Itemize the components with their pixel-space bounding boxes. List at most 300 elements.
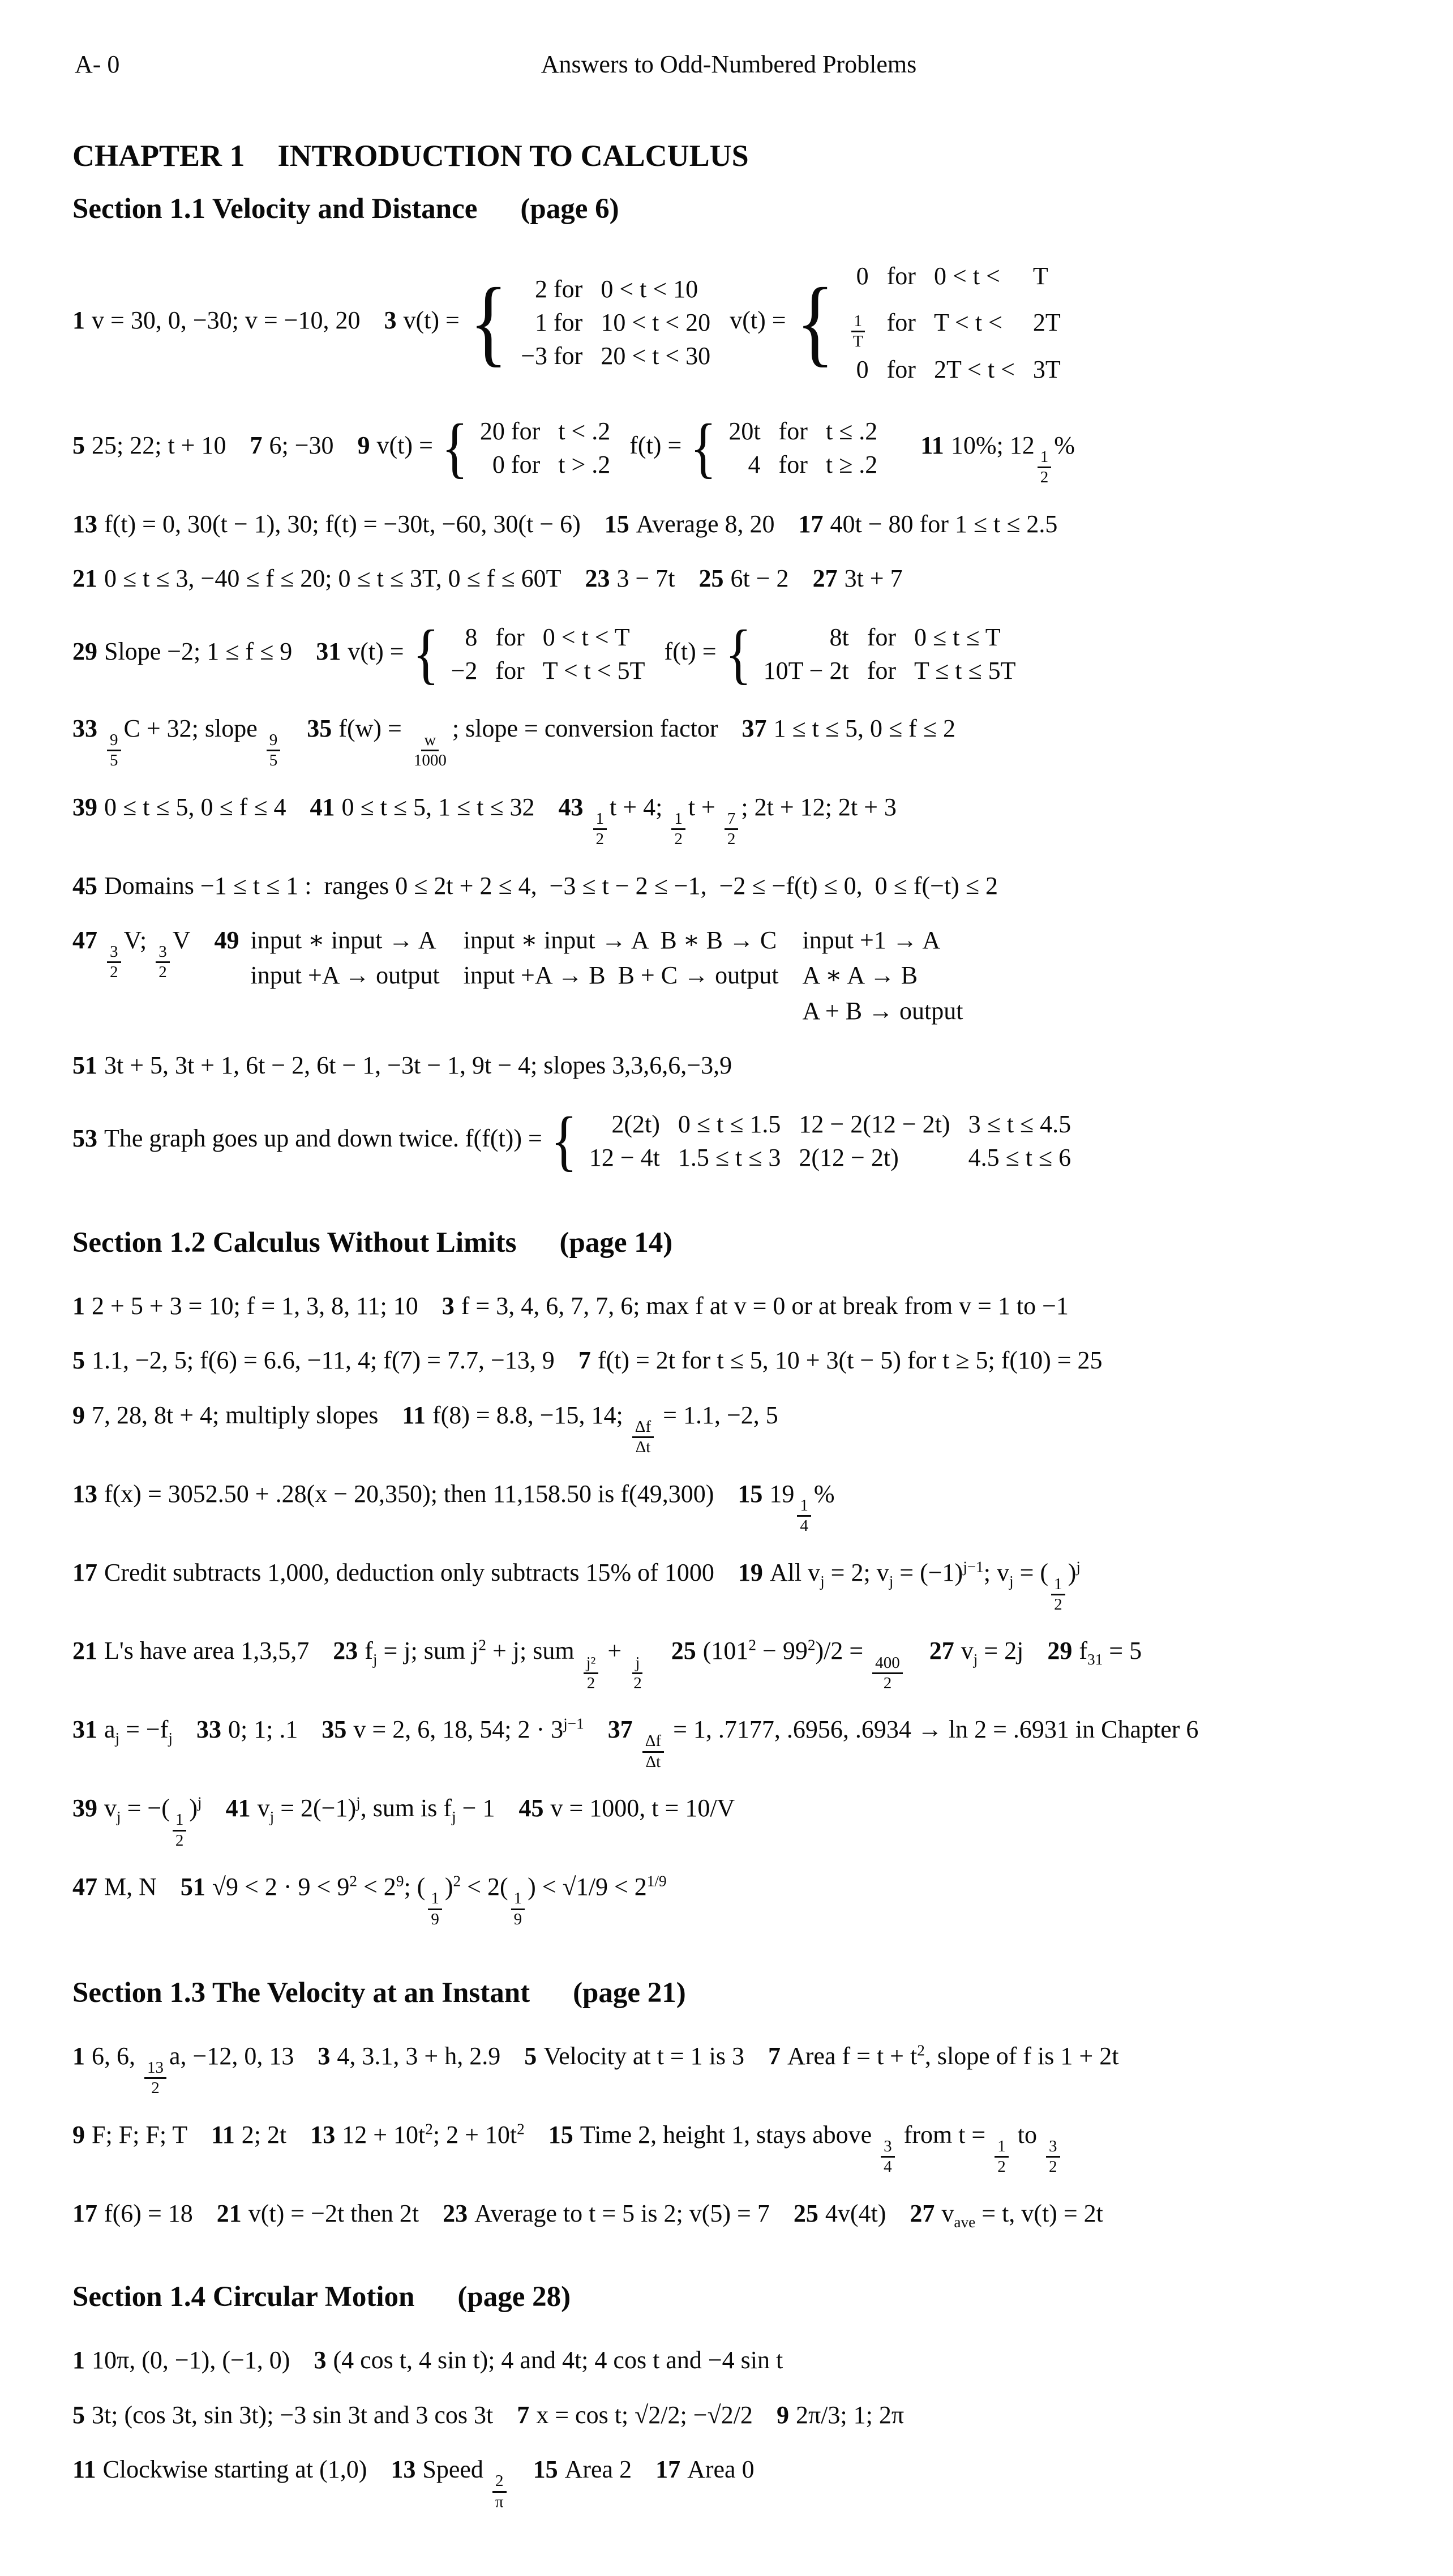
fraction-numerator: 3 xyxy=(156,943,170,963)
fraction xyxy=(156,943,170,982)
fraction-numerator: 1 xyxy=(995,2137,1009,2158)
piecewise-cell: 0 for xyxy=(492,450,541,478)
problem-number: 3 xyxy=(384,306,397,335)
problem-number: 35 xyxy=(307,714,332,742)
superscript: 2 xyxy=(453,1872,461,1890)
fraction-numerator: 3 xyxy=(881,2137,895,2158)
fraction-numerator: 400 xyxy=(872,1654,903,1674)
piecewise-cell: −2 xyxy=(451,656,478,684)
problem-number: 19 xyxy=(738,1558,763,1586)
fraction-numerator: 13 xyxy=(144,2059,166,2079)
piecewise-cell: 4 xyxy=(748,450,761,478)
answer-text: f(6) = 18 xyxy=(104,2199,193,2227)
fraction-denominator: 2 xyxy=(997,2158,1006,2176)
fraction-denominator: 2 xyxy=(883,1674,892,1692)
piecewise-cell: 3 ≤ t ≤ 4.5 xyxy=(968,1110,1071,1138)
brace-left: { xyxy=(725,616,752,691)
section-page-ref: (page 21) xyxy=(573,1976,686,2009)
piecewise-case-row xyxy=(719,448,886,481)
answer-line xyxy=(72,1048,1385,1083)
problem-number: 21 xyxy=(216,2199,242,2227)
problem-number: 25 xyxy=(793,2199,818,2227)
fraction-denominator: 9 xyxy=(513,1910,522,1928)
piecewise-cases xyxy=(580,1107,1080,1174)
piecewise-case-row xyxy=(471,414,619,448)
piecewise-case-row xyxy=(755,654,1025,687)
answer-text: f(t) = 0, 30(t − 1), 30; f(t) = −30t, −60, 30(t − 6) xyxy=(104,510,581,538)
problem-number: 39 xyxy=(72,1794,97,1822)
answer-text: 10π, (0, −1), (−1, 0) xyxy=(92,2346,290,2374)
problem-number: 33 xyxy=(196,1715,221,1744)
answer-text: Area 0 xyxy=(687,2455,755,2484)
piecewise-cell: T < t < xyxy=(933,309,1002,337)
problem-number: 13 xyxy=(72,1479,97,1508)
piecewise-cell: 2T < t < xyxy=(933,355,1015,383)
problem-number: 9 xyxy=(357,431,370,459)
fraction-numerator: Δf xyxy=(642,1732,664,1752)
answer-stack xyxy=(464,923,779,994)
answer-text: 3t + 5, 3t + 1, 6t − 2, 6t − 1, −3t − 1, 9t − 4; slopes 3,3,6,6,−3,9 xyxy=(104,1051,732,1080)
answer-text: Average to t = 5 is 2; v(5) = 7 xyxy=(474,2199,770,2227)
fraction-numerator: 2 xyxy=(492,2472,507,2492)
piecewise-case-row xyxy=(442,654,654,687)
fraction xyxy=(428,1889,442,1929)
problem-number: 15 xyxy=(533,2455,558,2484)
answer-text: Velocity at t = 1 is 3 xyxy=(543,2042,744,2070)
problem-number: 17 xyxy=(655,2455,681,2484)
problem-number: 49 xyxy=(214,926,239,954)
answer-text: 19 $\frac{1}{4}$ % xyxy=(769,1479,835,1535)
answer-text: $(101^2 - 99^2)/2$ = $\frac{400}{2}$ xyxy=(703,1637,906,1664)
section-title: Section 1.2 Calculus Without Limits xyxy=(72,1226,517,1259)
superscript: j xyxy=(356,1794,361,1811)
fraction xyxy=(1038,448,1052,487)
problem-number: 5 xyxy=(524,2042,537,2070)
fraction xyxy=(584,1654,599,1693)
fraction-numerator: 1 xyxy=(1051,1575,1065,1595)
piecewise-case-row xyxy=(580,1141,1080,1174)
problem-number: 11 xyxy=(402,1401,426,1429)
fraction xyxy=(632,1418,654,1457)
problem-number: 1 xyxy=(72,306,85,335)
subscript: j xyxy=(168,1730,173,1747)
answer-text: f(t) = xyxy=(629,431,682,459)
problem-number: 23 xyxy=(443,2199,468,2227)
answer-text: v(t) = xyxy=(730,306,786,335)
superscript: 2 xyxy=(425,2120,433,2138)
answer-line xyxy=(72,1343,1385,1378)
piecewise-cell: 4.5 ≤ t ≤ 6 xyxy=(968,1143,1071,1171)
fraction-numerator: Δf xyxy=(632,1418,654,1438)
fraction xyxy=(725,810,739,849)
fraction-numerator: 7 xyxy=(725,810,739,830)
answer-text: 6, 6, $\frac{13}{2}$ a, −12, 0, 13 xyxy=(92,2042,294,2098)
answer-text: 2π/3; 1; 2π xyxy=(795,2400,905,2429)
piecewise-cell: T xyxy=(1032,262,1048,290)
superscript: 2 xyxy=(917,2042,925,2059)
problem-number: 17 xyxy=(72,1558,97,1586)
brace-left: { xyxy=(550,1103,577,1178)
problem-number: 3 xyxy=(314,2346,327,2374)
piecewise-cell: for xyxy=(886,309,916,337)
answer-text: Average 8, 20 xyxy=(636,510,775,538)
fraction-numerator: 1 xyxy=(173,1811,187,1831)
problem-number: 7 xyxy=(250,431,263,459)
answer-text: $v_j = 2(-1)^j$, sum is $f_j - 1$ xyxy=(257,1794,495,1825)
problem-number: 37 xyxy=(607,1715,633,1744)
piecewise-cases xyxy=(512,272,719,373)
subscript: j xyxy=(372,1651,378,1668)
superscript: j−1 xyxy=(963,1557,984,1575)
piecewise-cases xyxy=(755,621,1025,687)
fraction xyxy=(511,1889,525,1929)
fraction xyxy=(267,731,281,771)
piecewise-case-row xyxy=(838,293,1070,353)
answer-text: 0; 1; .1 xyxy=(228,1715,298,1744)
problem-number: 13 xyxy=(391,2455,416,2484)
fraction-denominator: 2 xyxy=(586,1674,595,1692)
superscript: 1/9 xyxy=(646,1872,667,1890)
piecewise-expression xyxy=(792,259,1070,386)
piecewise-cell: 10T − 2t xyxy=(763,656,849,684)
problem-number: 15 xyxy=(548,2120,573,2149)
answer-text: 3 − 7t xyxy=(616,564,675,593)
problem-number: 1 xyxy=(72,2346,85,2374)
problem-number: 35 xyxy=(322,1715,347,1744)
fraction-denominator: 2 xyxy=(633,1674,642,1692)
answer-text: f = 3, 4, 6, 7, 7, 6; max f at v = 0 or at break from v = 1 to −1 xyxy=(461,1291,1069,1320)
fraction-denominator: π xyxy=(495,2492,504,2511)
problem-number: 23 xyxy=(585,564,610,593)
piecewise-cell: 0 < t < T xyxy=(542,623,630,651)
piecewise-cell: 20 < t < 30 xyxy=(601,342,711,370)
piecewise-cell: 8 xyxy=(465,623,478,651)
answer-text: $v_{ave} = t$, v(t) = 2t xyxy=(941,2199,1103,2231)
problem-number: 3 xyxy=(442,1291,455,1320)
piecewise-cell: 8t xyxy=(829,623,849,651)
answer-line xyxy=(72,1477,1385,1536)
problem-number: 31 xyxy=(316,637,341,665)
piecewise-cases xyxy=(838,259,1070,386)
fraction xyxy=(881,2137,895,2177)
section xyxy=(72,192,1385,1179)
answer-text: 6t − 2 xyxy=(730,564,789,593)
problem-number: 15 xyxy=(604,510,629,538)
answer-text: 40t − 80 for 1 ≤ t ≤ 2.5 xyxy=(830,510,1058,538)
piecewise-cell: 20 for xyxy=(479,417,541,445)
answer-text: 6; −30 xyxy=(269,431,334,459)
answer-text: 2; 2t xyxy=(241,2120,287,2149)
subscript: j xyxy=(115,1730,120,1747)
answer-text: $f_{31} = 5$ xyxy=(1079,1637,1142,1668)
problem-number: 7 xyxy=(578,1346,591,1375)
section-page-ref: (page 28) xyxy=(457,2281,571,2313)
piecewise-cell: 10 < t < 20 xyxy=(601,309,711,337)
fraction xyxy=(492,2472,507,2511)
answer-text: 2 + 5 + 3 = 10; f = 1, 3, 8, 11; 10 xyxy=(92,1291,418,1320)
piecewise-case-row xyxy=(838,259,1070,293)
problem-number: 25 xyxy=(698,564,724,593)
piecewise-cell: t > .2 xyxy=(558,450,611,478)
section xyxy=(72,1226,1385,1929)
piecewise-cell: 1 for xyxy=(535,309,583,337)
problem-number: 37 xyxy=(741,714,767,742)
problem-number: 1 xyxy=(72,2042,85,2070)
problem-number: 29 xyxy=(1047,1637,1073,1665)
fraction xyxy=(995,2137,1009,2177)
subscript: j xyxy=(820,1572,825,1590)
answer-text: v(t) = xyxy=(403,306,460,335)
answer-text: 4v(4t) xyxy=(825,2199,886,2227)
answer-line xyxy=(72,711,1385,771)
problem-number: 9 xyxy=(72,1401,85,1429)
piecewise-cell: for xyxy=(495,623,525,651)
problem-number: 3 xyxy=(318,2042,331,2070)
problem-number: 21 xyxy=(72,1637,97,1665)
section-heading xyxy=(72,1226,1385,1259)
problem-number: 5 xyxy=(72,2400,85,2429)
subscript: j xyxy=(452,1808,456,1825)
answer-text: f(x) = 3052.50 + .28(x − 20,350); then 11,158.50 is f(49,300) xyxy=(104,1479,714,1508)
chapter-title: INTRODUCTION TO CALCULUS xyxy=(277,139,749,173)
answer-text: $\frac{3}{2}$ V; $\frac{3}{2}$ V xyxy=(104,926,191,954)
answer-text: 1.1, −2, 5; f(6) = 6.6, −11, 4; f(7) = 7.7, −13, 9 xyxy=(92,1346,555,1375)
piecewise-case-row xyxy=(512,272,719,306)
answer-line xyxy=(72,1869,1385,1929)
piecewise-cell: 0 xyxy=(856,355,869,383)
piecewise-cell: 0 < t < 10 xyxy=(601,275,698,303)
answer-text: (4 cos t, 4 sin t); 4 and 4t; 4 cos t and −4 sin t xyxy=(333,2346,783,2374)
fraction-numerator: 1 xyxy=(428,1889,442,1910)
fraction xyxy=(797,1496,811,1536)
piecewise-case-row xyxy=(512,306,719,339)
brace-left: { xyxy=(412,616,439,691)
answer-text: $f_j = j$; sum $j^2 + j$; sum $\frac{\text{j²}}{2}$ + $\frac{j}{2}$ xyxy=(365,1637,647,1664)
answer-text: f(8) = 8.8, −15, 14; $\frac{\Delta f}{\Delta t}$ = 1.1, −2, 5 xyxy=(432,1401,778,1457)
answer-text: 10%; 12 $\frac{1}{2}$ % xyxy=(950,431,1075,487)
fraction-denominator: 5 xyxy=(269,751,278,770)
problem-number: 25 xyxy=(671,1637,696,1665)
sections xyxy=(72,192,1385,2511)
answer-stack xyxy=(803,923,963,1029)
fraction xyxy=(1051,1575,1065,1615)
piecewise-cell: 12 − 2(12 − 2t) xyxy=(799,1110,950,1138)
problem-number: 47 xyxy=(72,1873,97,1901)
fraction xyxy=(631,1654,645,1693)
answer-text: Clockwise starting at (1,0) xyxy=(102,2455,367,2484)
piecewise-expression xyxy=(410,616,654,691)
piecewise-cell: 2T xyxy=(1032,309,1061,337)
fraction xyxy=(593,810,607,849)
brace-left: { xyxy=(442,410,468,485)
fraction-denominator: 2 xyxy=(727,830,736,849)
stack-line: input +A → B B + C → output xyxy=(463,961,779,990)
subscript: j xyxy=(1009,1572,1014,1590)
fraction-denominator: 4 xyxy=(800,1517,808,1535)
problem-number: 53 xyxy=(72,1124,97,1152)
answer-line xyxy=(72,1633,1385,1693)
answer-line xyxy=(72,923,1385,1029)
piecewise-cell: for xyxy=(495,656,525,684)
fraction-denominator: 9 xyxy=(431,1910,439,1928)
problem-number: 23 xyxy=(333,1637,358,1665)
superscript: 9 xyxy=(396,1872,404,1890)
problem-number: 11 xyxy=(72,2455,96,2484)
piecewise-cell: 0 xyxy=(856,262,869,290)
answer-text: $\frac{9}{5}$ C + 32; slope $\frac{9}{5}$ xyxy=(104,714,283,742)
fraction-numerator: 1 xyxy=(1038,448,1052,468)
answer-text: M, N xyxy=(104,1873,157,1901)
piecewise-expression xyxy=(687,410,886,485)
piecewise-cell xyxy=(838,293,878,353)
brace-left: { xyxy=(795,268,834,376)
section-title: Section 1.1 Velocity and Distance xyxy=(72,193,478,225)
answer-line xyxy=(72,1712,1385,1771)
piecewise-cell: t ≥ .2 xyxy=(825,450,878,478)
answer-text: $12 + 10t^2$; $2 + 10t^2$ xyxy=(342,2120,525,2149)
answer-text: $\frac{1}{2}$ t + 4; $\frac{1}{2}$ t + $\frac{7}{2}$ ; 2t + 12; 2t + 3 xyxy=(590,793,897,821)
fraction-denominator: Δt xyxy=(645,1752,661,1771)
piecewise-cell: for xyxy=(867,656,897,684)
answer-line xyxy=(72,1791,1385,1850)
fraction xyxy=(107,731,121,771)
answer-line xyxy=(72,2117,1385,2177)
piecewise-cell: 12 − 4t xyxy=(589,1143,660,1171)
answer-text: v = 2, 6, 18, 54; $2 \cdot 3^{j-1}$ xyxy=(353,1715,584,1744)
problem-number: 11 xyxy=(211,2120,235,2149)
answer-text: Slope −2; 1 ≤ f ≤ 9 xyxy=(104,637,293,665)
problem-number: 13 xyxy=(310,2120,336,2149)
superscript: 2 xyxy=(807,1636,816,1654)
problem-number: 7 xyxy=(517,2400,530,2429)
piecewise-cell: 0 < t < xyxy=(933,262,1000,290)
answer-text: Domains −1 ≤ t ≤ 1 : ranges 0 ≤ 2t + 2 ≤ 4, −3 ≤ t − 2 ≤ −1, −2 ≤ −f(t) ≤ 0, 0 ≤ f(−t) ≤ 2 xyxy=(104,871,998,900)
section-title: Section 1.3 The Velocity at an Instant xyxy=(72,1976,530,2009)
problem-number: 31 xyxy=(72,1715,97,1744)
fraction-numerator: 1 xyxy=(851,312,865,332)
problem-number: 9 xyxy=(72,2120,85,2149)
answer-line xyxy=(72,2196,1385,2233)
answer-line xyxy=(72,790,1385,849)
piecewise-cases xyxy=(719,414,886,481)
piecewise-case-row xyxy=(580,1107,1080,1141)
problem-number: 39 xyxy=(72,793,97,821)
subscript: j xyxy=(973,1651,978,1668)
problem-number: 7 xyxy=(768,2042,781,2070)
piecewise-case-row xyxy=(838,353,1070,386)
brace-left: { xyxy=(690,410,717,485)
answer-text: Credit subtracts 1,000, deduction only subtracts 15% of 1000 xyxy=(104,1558,714,1586)
subscript: j xyxy=(117,1808,121,1825)
answer-line xyxy=(72,410,1385,487)
piecewise-cell: T ≤ t ≤ 5T xyxy=(914,656,1016,684)
answer-text: v(t) = xyxy=(376,431,433,459)
piecewise-case-row xyxy=(471,448,619,481)
answer-line xyxy=(72,507,1385,542)
answer-text: f(w) = $\frac{w}{1000}$ ; slope = conversion factor xyxy=(338,714,718,770)
answer-line xyxy=(72,1103,1385,1179)
brace-left: { xyxy=(469,268,508,376)
answer-text: $a_j = -f_j$ xyxy=(104,1715,173,1747)
superscript: 2 xyxy=(478,1636,486,1654)
problem-number: 5 xyxy=(72,431,85,459)
section xyxy=(72,2280,1385,2511)
piecewise-cell: 1.5 ≤ t ≤ 3 xyxy=(678,1143,781,1171)
problem-number: 17 xyxy=(72,2199,97,2227)
problem-number: 41 xyxy=(310,793,335,821)
fraction xyxy=(411,731,449,771)
subscript: j xyxy=(269,1808,275,1825)
problem-number: 41 xyxy=(225,1794,251,1822)
fraction-numerator: 1 xyxy=(671,810,685,830)
answer-text: Speed $\frac{2}{\pi}$ xyxy=(422,2455,509,2483)
piecewise-cell: t ≤ .2 xyxy=(825,417,878,445)
answer-text: f(t) = 2t for t ≤ 5, 10 + 3(t − 5) for t ≥ 5; f(10) = 25 xyxy=(597,1346,1103,1375)
answer-text: 3t; (cos 3t, sin 3t); −3 sin 3t and 3 cos 3t xyxy=(92,2400,494,2429)
answer-text: L's have area 1,3,5,7 xyxy=(104,1637,310,1665)
superscript: j−1 xyxy=(563,1715,584,1732)
fraction xyxy=(107,943,121,982)
fraction-denominator: 2 xyxy=(595,830,605,849)
fraction-denominator: 2 xyxy=(175,1831,184,1850)
fraction-denominator: 4 xyxy=(884,2158,892,2176)
problem-number: 45 xyxy=(72,871,97,900)
answer-text: v(t) = xyxy=(348,637,404,665)
fraction-denominator: 2 xyxy=(1054,1595,1062,1614)
superscript: j xyxy=(1076,1557,1081,1575)
problem-number: 27 xyxy=(929,1637,954,1665)
piecewise-case-row xyxy=(755,621,1025,654)
piecewise-case-row xyxy=(512,339,719,373)
answer-text: Area $f = t + t^2$, slope of f is 1 + 2t xyxy=(787,2042,1119,2070)
answer-line xyxy=(72,1555,1385,1615)
answer-line xyxy=(72,2039,1385,2098)
fraction-denominator: 2 xyxy=(158,963,167,982)
fraction xyxy=(872,1654,903,1693)
superscript: 2 xyxy=(517,2120,525,2138)
fraction-numerator: 9 xyxy=(107,731,121,751)
section-page-ref: (page 6) xyxy=(520,193,619,225)
answer-text: The graph goes up and down twice. f(f(t)) = xyxy=(104,1124,542,1152)
answer-text: 7, 28, 8t + 4; multiply slopes xyxy=(92,1401,379,1429)
problem-number: 11 xyxy=(920,431,944,459)
superscript: 2 xyxy=(748,1636,756,1654)
problem-number: 27 xyxy=(812,564,838,593)
superscript: 2 xyxy=(349,1872,357,1890)
piecewise-cell: for xyxy=(886,262,916,290)
running-head: Answers to Odd-Numbered Problems xyxy=(541,50,917,78)
fraction xyxy=(642,1732,664,1771)
fraction-numerator: w xyxy=(421,731,439,751)
problem-number: 5 xyxy=(72,1346,85,1375)
problem-number: 29 xyxy=(72,637,97,665)
problem-number: 51 xyxy=(180,1873,205,1901)
fraction-numerator: 1 xyxy=(511,1889,525,1910)
fraction-denominator: 2 xyxy=(1040,468,1049,487)
page-number: A- 0 xyxy=(75,50,120,78)
chapter-label: CHAPTER 1 xyxy=(72,139,245,173)
subscript: 31 xyxy=(1087,1651,1103,1668)
piecewise-case-row xyxy=(442,621,654,654)
problem-number: 13 xyxy=(72,510,97,538)
answer-line xyxy=(72,561,1385,596)
answer-text: All $v_j = 2$; $v_j = (-1)^{j-1}$; $v_j$ = ( $\frac{1}{2}$ )$^j$ xyxy=(769,1557,1081,1614)
piecewise-expression xyxy=(439,410,619,485)
fraction xyxy=(671,810,685,849)
piecewise-cell: 20t xyxy=(728,417,761,445)
piecewise-cell: T < t < 5T xyxy=(542,656,645,684)
problem-number: 43 xyxy=(558,793,584,821)
